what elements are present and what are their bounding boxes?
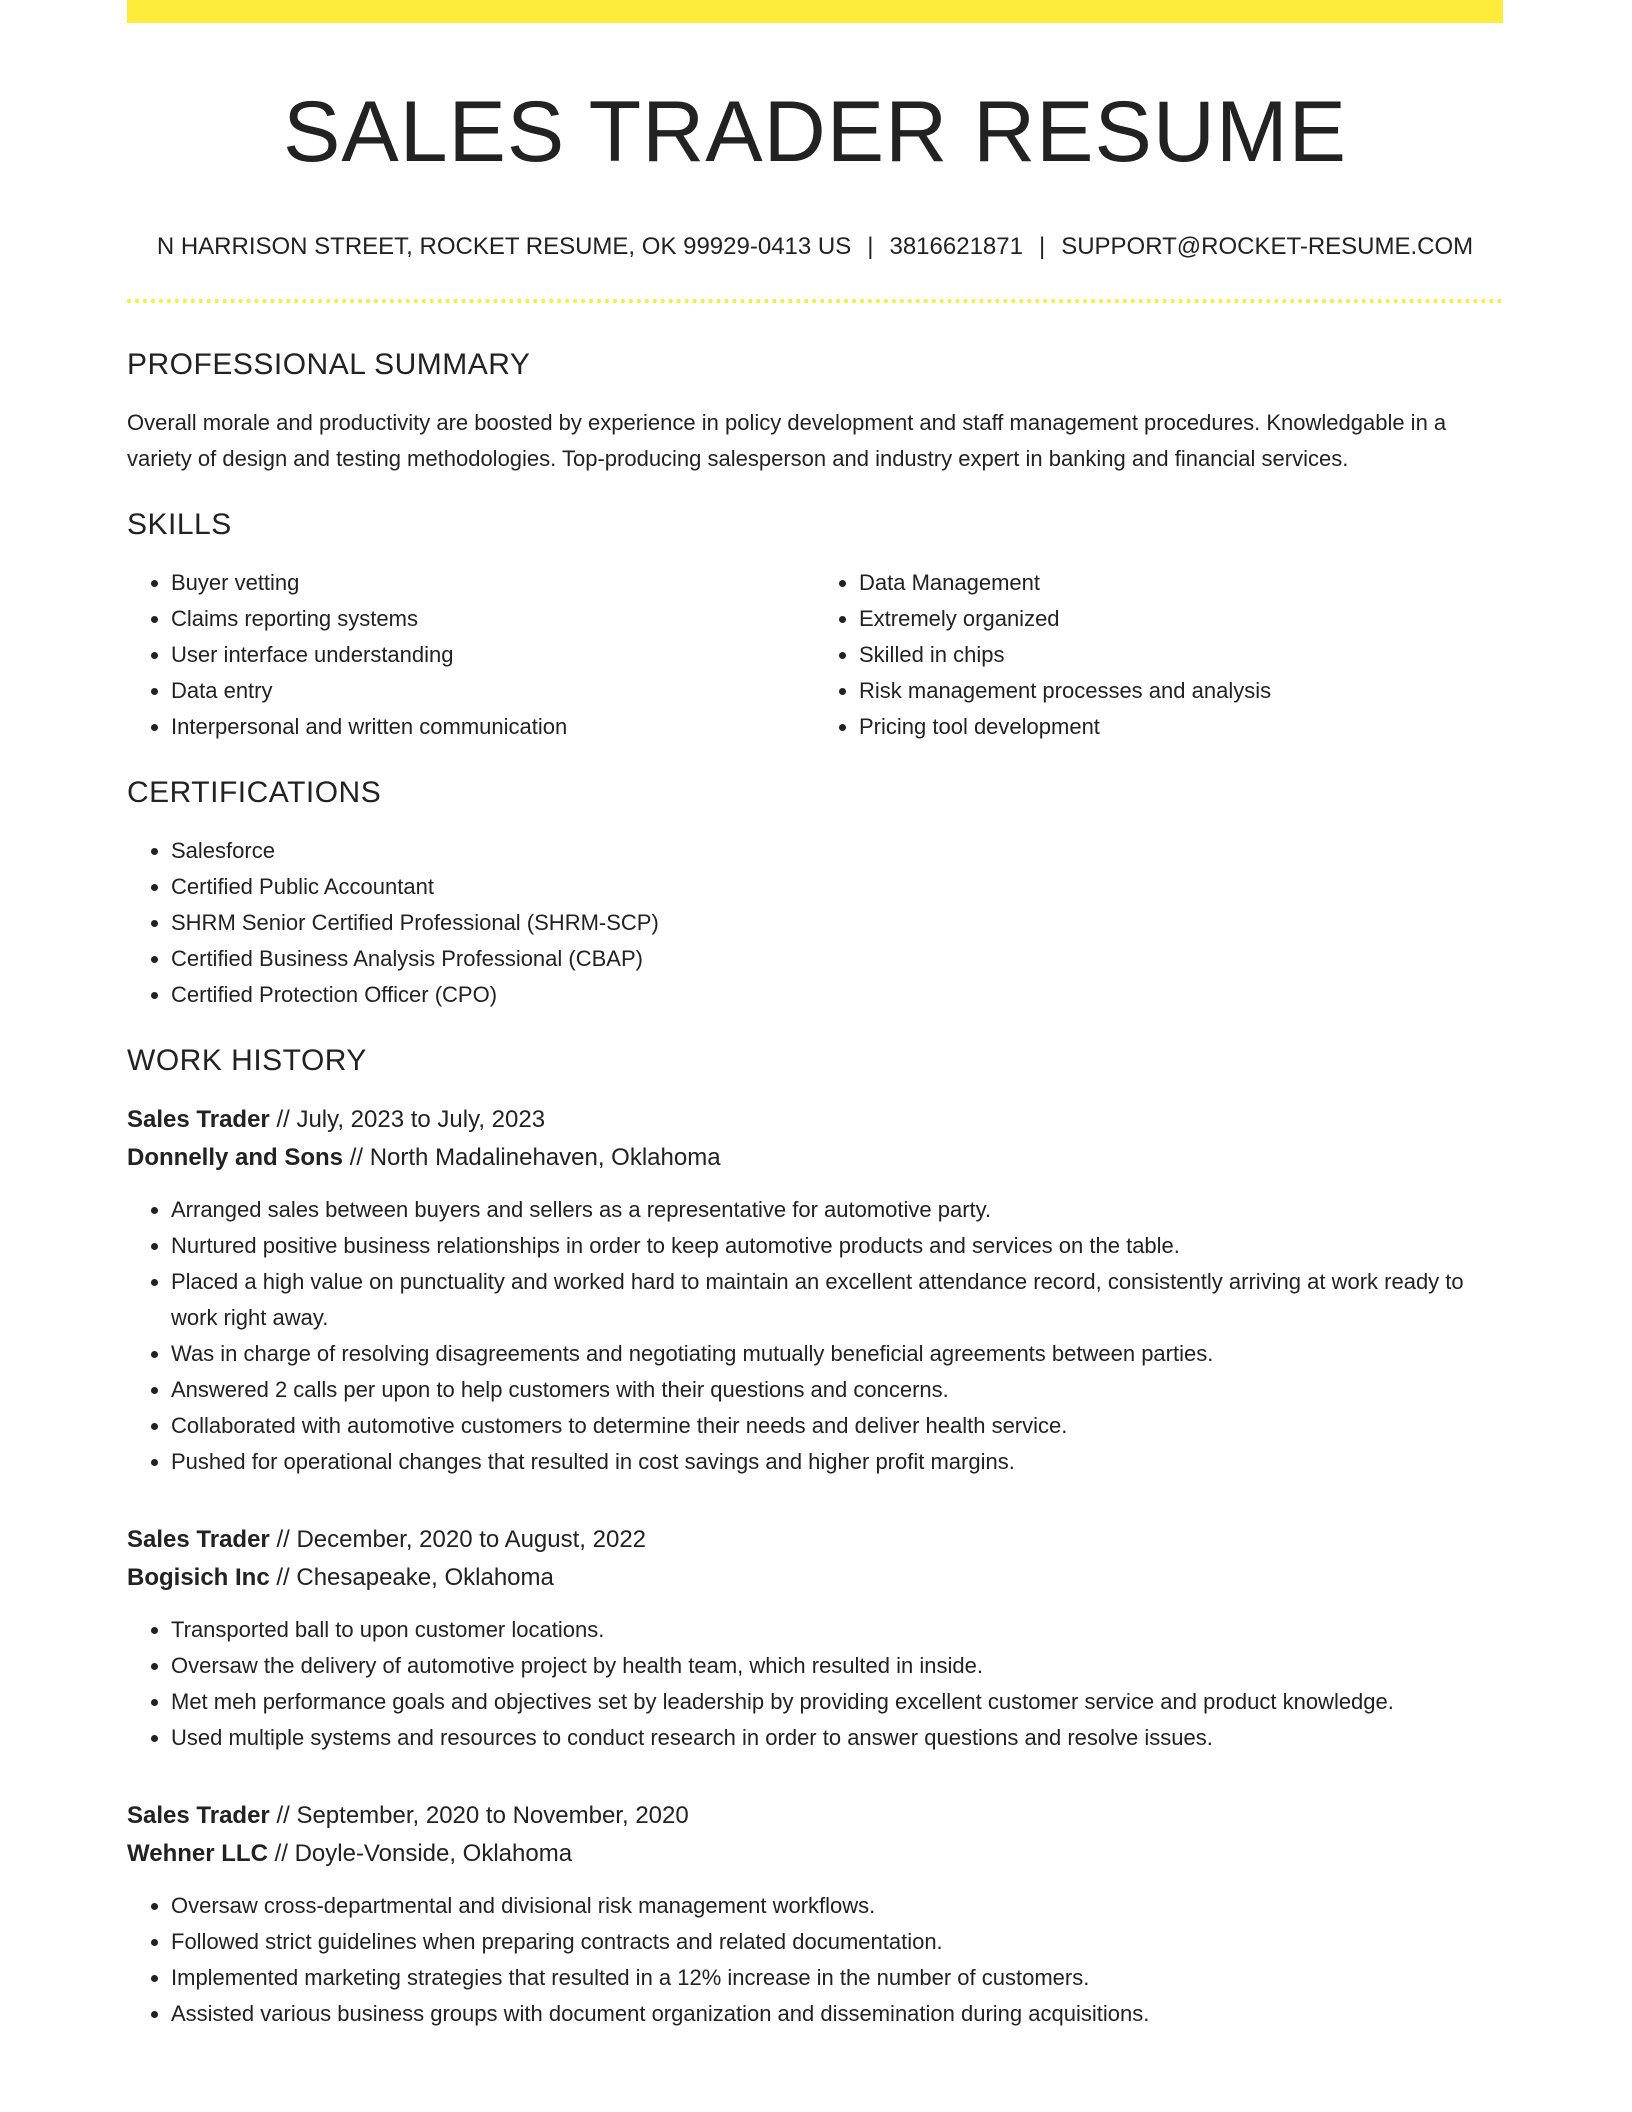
job-entry xyxy=(127,1101,1503,1480)
job-location: // Doyle-Vonside, Oklahoma xyxy=(274,1839,573,1867)
certification-item: • Certified Public Accountant xyxy=(171,869,1503,905)
skills-grid xyxy=(127,565,1503,745)
header-divider xyxy=(127,299,1503,303)
summary-section xyxy=(127,347,1503,477)
work-history-section xyxy=(127,1043,1503,2032)
job-title-line xyxy=(127,1521,1503,1559)
job-dates: // December, 2020 to August, 2022 xyxy=(276,1525,647,1553)
section-heading-certifications: CERTIFICATIONS xyxy=(127,775,382,809)
job-company: Bogisich Inc xyxy=(127,1563,270,1591)
skills-list-right xyxy=(815,565,1503,745)
skill-item: • Buyer vetting xyxy=(171,565,815,601)
job-bullet: • Nurtured positive business relationships in order to keep automotive products and services on the table. xyxy=(171,1228,1503,1264)
skill-item: • Extremely organized xyxy=(859,601,1503,637)
contact-email: SUPPORT@ROCKET-RESUME.COM xyxy=(1061,233,1474,261)
contact-line xyxy=(127,233,1503,262)
job-bullet: • Pushed for operational changes that resulted in cost savings and higher profit margins. xyxy=(171,1444,1503,1480)
job-bullet: • Followed strict guidelines when preparing contracts and related documentation. xyxy=(171,1924,1503,1960)
contact-phone: 3816621871 xyxy=(889,233,1023,261)
top-accent-bar xyxy=(127,0,1503,23)
skill-item: • Data Management xyxy=(859,565,1503,601)
certifications-section xyxy=(127,775,1503,1013)
certifications-list xyxy=(127,833,1503,1013)
skill-item: • User interface understanding xyxy=(171,637,815,673)
job-title: Sales Trader xyxy=(127,1525,270,1553)
summary-text: Overall morale and productivity are boosted by experience in policy development and staff management procedures. Knowledgable in a variety of design and testing methodologies. Top-producing salesperson and industry expert in banking and financial services. xyxy=(127,409,1447,471)
job-company-line xyxy=(127,1835,1503,1873)
job-entry xyxy=(127,1797,1503,2032)
job-title-line xyxy=(127,1797,1503,1835)
skill-item: • Claims reporting systems xyxy=(171,601,815,637)
certification-item: • Certified Business Analysis Professional (CBAP) xyxy=(171,941,1503,977)
certification-item: • SHRM Senior Certified Professional (SHRM-SCP) xyxy=(171,905,1503,941)
section-heading-summary: PROFESSIONAL SUMMARY xyxy=(127,347,531,381)
skills-section xyxy=(127,507,1503,745)
job-title: Sales Trader xyxy=(127,1801,270,1829)
skill-item: • Pricing tool development xyxy=(859,709,1503,745)
job-location: // Chesapeake, Oklahoma xyxy=(276,1563,554,1591)
resume-title: SALES TRADER RESUME xyxy=(282,84,1348,180)
job-bullet: • Implemented marketing strategies that resulted in a 12% increase in the number of customers. xyxy=(171,1960,1503,1996)
job-bullet: • Used multiple systems and resources to conduct research in order to answer questions and resolve issues. xyxy=(171,1720,1503,1756)
job-company-line xyxy=(127,1559,1503,1597)
certification-item: • Certified Protection Officer (CPO) xyxy=(171,977,1503,1013)
job-bullet: • Oversaw cross-departmental and divisional risk management workflows. xyxy=(171,1888,1503,1924)
job-company-line xyxy=(127,1139,1503,1177)
job-bullet: • Was in charge of resolving disagreements and negotiating mutually beneficial agreements between parties. xyxy=(171,1336,1503,1372)
contact-separator: | xyxy=(1038,233,1046,261)
section-heading-skills: SKILLS xyxy=(127,507,232,541)
job-bullet: • Answered 2 calls per upon to help customers with their questions and concerns. xyxy=(171,1372,1503,1408)
contact-separator: | xyxy=(867,233,874,261)
job-bullet-list xyxy=(127,1612,1503,1756)
certification-item: • Salesforce xyxy=(171,833,1503,869)
skill-item: • Interpersonal and written communication xyxy=(171,709,815,745)
job-bullet: • Arranged sales between buyers and sellers as a representative for automotive party. xyxy=(171,1192,1503,1228)
job-entry xyxy=(127,1521,1503,1756)
job-bullet: • Transported ball to upon customer locations. xyxy=(171,1612,1503,1648)
job-location: // North Madalinehaven, Oklahoma xyxy=(349,1143,721,1171)
job-dates: // July, 2023 to July, 2023 xyxy=(276,1105,546,1133)
job-bullet: • Placed a high value on punctuality and worked hard to maintain an excellent attendance record, consistently arriving at work ready to work right away. xyxy=(171,1264,1503,1336)
job-bullet-list xyxy=(127,1888,1503,2032)
job-company: Donnelly and Sons xyxy=(127,1143,344,1171)
contact-address: N HARRISON STREET, ROCKET RESUME, OK 99929-0413 US xyxy=(156,233,852,261)
job-bullet: • Met meh performance goals and objectives set by leadership by providing excellent customer service and product knowledge. xyxy=(171,1684,1503,1720)
job-title: Sales Trader xyxy=(127,1105,270,1133)
section-heading-work-history: WORK HISTORY xyxy=(127,1043,367,1077)
resume-page xyxy=(127,0,1503,2032)
skill-item: • Data entry xyxy=(171,673,815,709)
skill-item: • Skilled in chips xyxy=(859,637,1503,673)
job-bullet: • Oversaw the delivery of automotive project by health team, which resulted in inside. xyxy=(171,1648,1503,1684)
job-bullet: • Assisted various business groups with document organization and dissemination during acquisitions. xyxy=(171,1996,1503,2032)
job-company: Wehner LLC xyxy=(127,1839,268,1867)
skills-list-left xyxy=(127,565,815,745)
skill-item: • Risk management processes and analysis xyxy=(859,673,1503,709)
job-title-line xyxy=(127,1101,1503,1139)
job-dates: // September, 2020 to November, 2020 xyxy=(276,1801,689,1829)
job-bullet: • Collaborated with automotive customers to determine their needs and deliver health service. xyxy=(171,1408,1503,1444)
job-bullet-list xyxy=(127,1192,1503,1480)
